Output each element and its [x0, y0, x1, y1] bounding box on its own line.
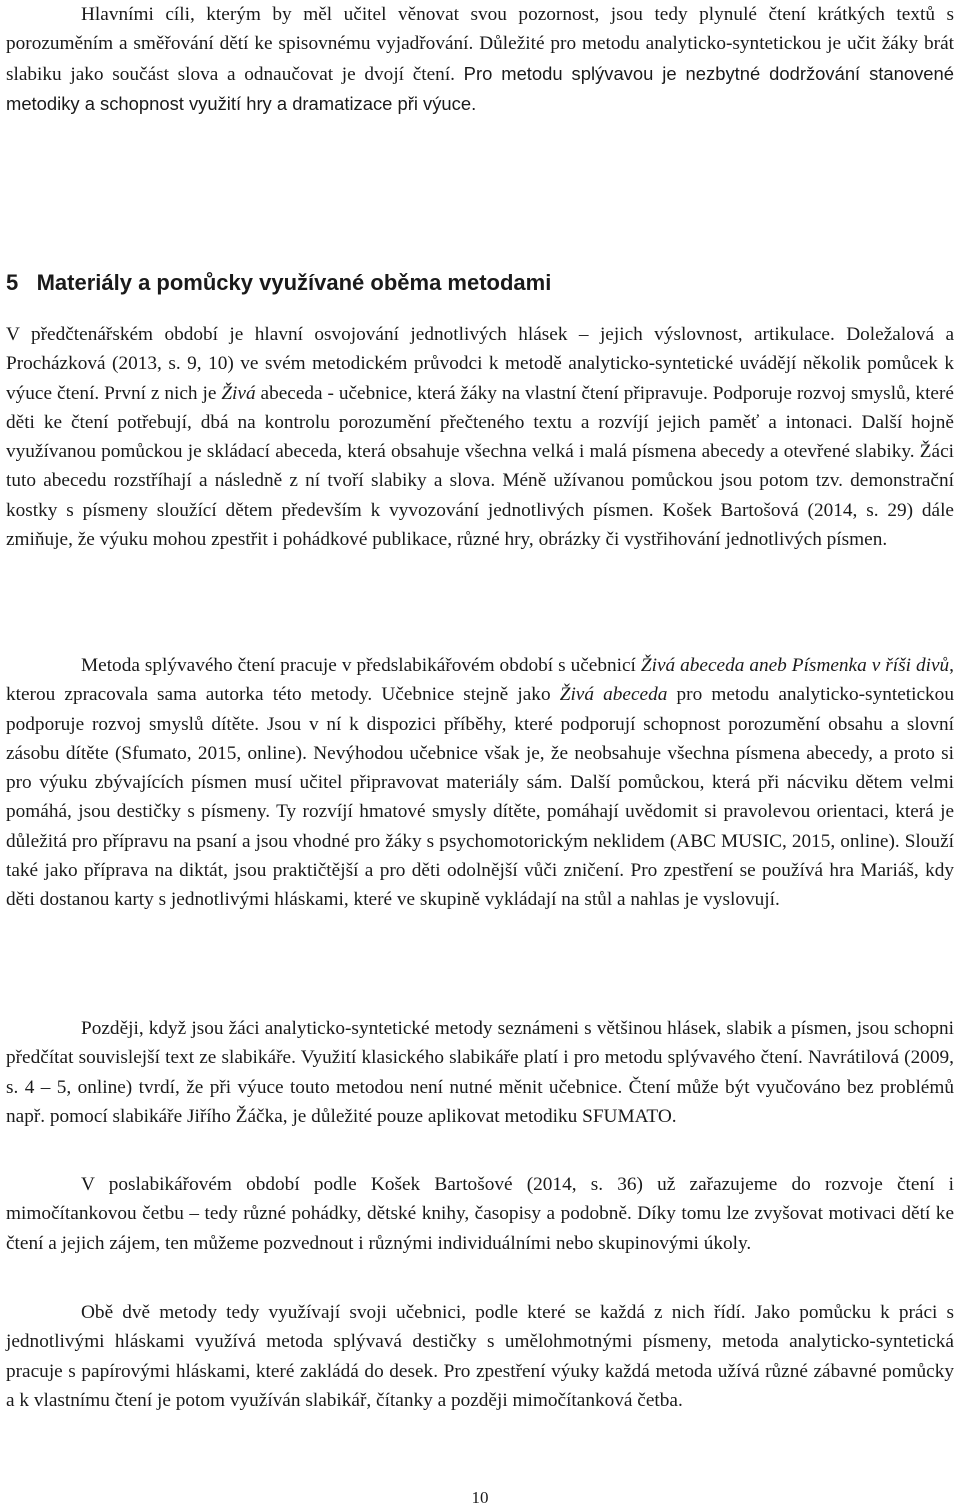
paragraph-1-text-a: V předčtenářském období je hlavní osvojování jednotlivých hlásek – jejich výslovnost, artikulace. — [6, 324, 835, 345]
paragraph-2-text-b: , kterou zpracovala sama autorka této metody. Učebnice stejně jako — [6, 655, 954, 706]
book-title-ziva: Živá — [221, 382, 256, 404]
book-title-ziva-abeceda-pismenka: Živá abeceda aneb Písmenka v říši divů — [640, 655, 950, 676]
paragraph-2 — [6, 651, 954, 915]
book-title-ziva-abeceda: Živá abeceda — [559, 684, 668, 706]
intro-paragraph — [6, 0, 954, 119]
intro-text-serif: Hlavními cíli, kterým by měl učitel věnovat svou pozornost, jsou tedy plynulé čtení krátkých textů s porozuměním a směřování dětí ke spisovnému vyjadřování. Důležité pro metodu analyticko-syntetickou je učit žáky brát slabiku jako součást slova a odnaučovat je dvojí čtení. — [6, 4, 954, 85]
section-title: Materiály a pomůcky využívané oběma metodami — [36, 270, 552, 295]
paragraph-1-text-e: Podporuje rozvoj smyslů, které děti ke čtení potřebují, dbá na kontrolu porozumění přečteného textu a rozvíjí jejich paměť a intonaci. Další hojně využívanou pomůckou je skládací abeceda, která obsahuje všechna velká i malá písmena abecedy a otevřené slabiky. Žáci tuto abecedu rozstříhají a následně z ní tvoří slabiky a slova. Méně užívanou pomůckou jsou potom tzv. demonstrační kostky s písmeny sloužící dětem především k vyvozování jednotlivých písmen. Košek Bartošová (2014, s. 29) dále zmiňuje, že výuku mohou zpestřit i pohádkové publikace, různé hry, obrázky či vystřihování jednotlivých písmen. — [6, 382, 954, 551]
section-number: 5 — [6, 270, 19, 295]
section-heading — [6, 269, 551, 297]
paragraph-2-text-c: pro metodu analyticko-syntetickou podporuje rozvoj smyslů dítěte. Jsou v ní k dispozici příběhy, které podporují schopnost porozumění obsahu a slovní zásobu dítěte (Sfumato, 2015, online). Nevýhodou učebnice však je, že neobsahuje všechna písmena abecedy, a proto si pro výuku zbývajících písmen musí učitel připravovat materiály sám. Další pomůckou, která při nácviku dětem velmi pomáhá, jsou destičky s písmeny. Ty rozvíjí hmatové smysly dítěte, pomáhají uvědomit si pravolevou orientaci, která je důležitá pro přípravu na psaní a jsou vhodné pro žáky s psychomotorickým neklidem (ABC MUSIC, 2015, online). Slouží také jako příprava na diktát, jsou praktičtější a pro děti odolnější vůči zničení. Pro zpestření se používá hra Mariáš, kdy děti dostanou karty s jednotlivými hláskami, které ve skupině vykládají na stůl a nahlas je vyslovují. — [6, 684, 954, 911]
paragraph-1-text-c: První z nich je — [104, 382, 217, 404]
paragraph-3: Později, když jsou žáci analyticko-syntetické metody seznámeni s většinou hlásek, slabik a písmen, jsou schopni předčítat souvislejší text ze slabikáře. Využití klasického slabikáře platí i pro metodu splývavého čtení. Navrátilová (2009, s. 4 – 5, online) tvrdí, že při výuce touto metodou není nutné měnit učebnice. Čtení může být vyučováno bez problémů např. pomocí slabikáře Jiřího Žáčka, je důležité pouze aplikovat metodiku SFUMATO. — [6, 1018, 954, 1127]
paragraph-1-text-b: Doležalová a Procházková (2013, s. 9, 10) ve svém metodickém průvodci k metodě analyticko-syntetické uvádějí několik pomůcek k výuce čtení. — [6, 324, 954, 404]
page-number: 10 — [471, 1488, 489, 1507]
paragraph-5: Obě dvě metody tedy využívají svoji učebnici, podle které se každá z nich řídí. Jako pomůcku k práci s jednotlivými hláskami využívá metoda splývavá destičky s umělohmotnými písmeny, metoda analyticko-syntetická pracuje s papírovými hláskami, které zakládá do desek. Pro zpestření výuky každá metoda užívá různé zábavné pomůcky a k vlastnímu čtení je potom využíván slabikář, čítanky a později mimočítanková četba. — [6, 1302, 954, 1411]
paragraph-2-text-a: Metoda splývavého čtení pracuje v předslabikářovém období s učebnicí — [81, 655, 636, 676]
paragraph-1-text-d: abeceda - učebnice, která žáky na vlastní čtení připravuje. — [260, 382, 708, 404]
paragraph-4: V poslabikářovém období podle Košek Bartošové (2014, s. 36) už zařazujeme do rozvoje čtení i mimočítankovou četbu – tedy různé pohádky, dětské knihy, časopisy a podobně. Díky tomu lze zvyšovat motivaci dětí ke čtení a jejich zájem, ten můžeme pozvednout i různými individuálními nebo skupinovými úkoly. — [6, 1174, 954, 1254]
paragraph-1 — [6, 320, 954, 554]
intro-text-sans: Pro metodu splývavou je nezbytné dodržování stanovené metodiky a schopnost využití hry a dramatizace při výuce. — [6, 62, 954, 114]
